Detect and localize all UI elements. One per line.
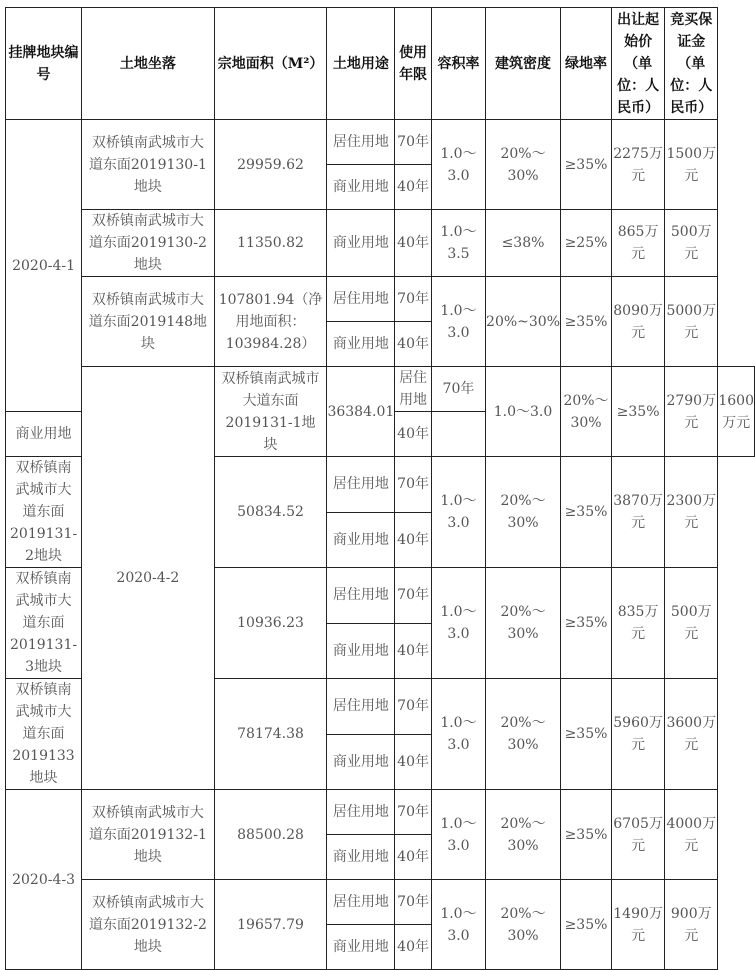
- use-cell: 居住用地: [327, 277, 395, 322]
- use-cell: 居住用地: [395, 367, 432, 412]
- group-code: 2020-4-3: [6, 790, 82, 970]
- price-cell: 8090万元: [612, 277, 665, 367]
- table-row: [6, 880, 755, 925]
- area-cell: 78174.38: [214, 679, 327, 790]
- header-use: 土地用途: [327, 8, 395, 120]
- use-cell: 商业用地: [327, 322, 395, 367]
- green-cell: ≥35%: [561, 790, 612, 880]
- use-cell: 商业用地: [327, 925, 395, 970]
- area-cell: 36384.01: [327, 367, 395, 457]
- deposit-cell: 3600万元: [665, 679, 718, 790]
- location-cell: 双桥镇南武城市大道东面2019131-2地块: [6, 457, 82, 568]
- location-cell: 双桥镇南武城市大道东面2019132-1地块: [82, 790, 215, 880]
- area-cell: 107801.94（净用地面积：103984.28）: [214, 277, 327, 367]
- use-cell: 商业用地: [327, 734, 395, 790]
- green-cell: ≥35%: [561, 457, 612, 568]
- location-cell: 双桥镇南武城市大道东面2019133地块: [6, 679, 82, 790]
- area-cell: 11350.82: [214, 210, 327, 277]
- header-deposit: 竞买保证金（单位：人民币）: [665, 8, 718, 120]
- price-cell: 2790万元: [665, 367, 718, 457]
- term-cell: 40年: [395, 512, 432, 568]
- deposit-cell: 500万元: [665, 210, 718, 277]
- header-green: 绿地率: [561, 8, 612, 120]
- term-cell: 40年: [395, 623, 432, 679]
- far-cell: 1.0～3.0: [486, 367, 561, 457]
- far-cell: 1.0～3.5: [431, 210, 485, 277]
- term-cell: 70年: [395, 790, 432, 835]
- table-row: [6, 120, 755, 165]
- deposit-cell: 1500万元: [665, 120, 718, 210]
- location-cell: 双桥镇南武城市大道东面2019148地块: [82, 277, 215, 367]
- term-cell: 40年: [395, 412, 432, 457]
- green-cell: ≥35%: [561, 120, 612, 210]
- term-cell: 40年: [395, 925, 432, 970]
- density-cell: 20%～30%: [486, 679, 561, 790]
- green-cell: ≥35%: [561, 679, 612, 790]
- use-cell: 商业用地: [327, 512, 395, 568]
- use-cell: 商业用地: [327, 165, 395, 210]
- green-cell: ≥35%: [561, 568, 612, 679]
- use-cell: 居住用地: [327, 790, 395, 835]
- price-cell: 3870万元: [612, 457, 665, 568]
- price-cell: 835万元: [612, 568, 665, 679]
- group-code: 2020-4-2: [82, 367, 215, 790]
- area-cell: 50834.52: [214, 457, 327, 568]
- green-cell: ≥35%: [561, 277, 612, 367]
- use-cell: 居住用地: [327, 880, 395, 925]
- term-cell: 70年: [395, 120, 432, 165]
- price-cell: 6705万元: [612, 790, 665, 880]
- use-cell: 商业用地: [327, 210, 395, 277]
- header-area: 宗地面积（M²）: [214, 8, 327, 120]
- density-cell: 20%～30%: [486, 568, 561, 679]
- group-code: 2020-4-1: [6, 120, 82, 412]
- use-cell: 居住用地: [327, 568, 395, 624]
- term-cell: 70年: [395, 880, 432, 925]
- use-cell: 商业用地: [327, 835, 395, 880]
- deposit-cell: 5000万元: [665, 277, 718, 367]
- header-start-price: 出让起始价（单位：人民币）: [612, 8, 665, 120]
- term-cell: 70年: [395, 568, 432, 624]
- area-cell: 29959.62: [214, 120, 327, 210]
- far-cell: 1.0～3.0: [431, 568, 485, 679]
- use-cell: 居住用地: [327, 120, 395, 165]
- term-cell: 40年: [395, 165, 432, 210]
- density-cell: 20%～30%: [486, 120, 561, 210]
- location-cell: 双桥镇南武城市大道东面2019130-2地块: [82, 210, 215, 277]
- term-cell: 40年: [395, 322, 432, 367]
- far-cell: 1.0～3.0: [431, 790, 485, 880]
- green-cell: ≥35%: [561, 880, 612, 970]
- deposit-cell: 500万元: [665, 568, 718, 679]
- term-cell: 40年: [395, 210, 432, 277]
- land-auction-table: [5, 7, 755, 970]
- use-cell: 居住用地: [327, 457, 395, 513]
- term-cell: 40年: [395, 734, 432, 790]
- term-cell: 70年: [431, 367, 485, 412]
- deposit-cell: 4000万元: [665, 790, 718, 880]
- header-density: 建筑密度: [486, 8, 561, 120]
- location-cell: 双桥镇南武城市大道东面2019131-1地块: [214, 367, 327, 457]
- deposit-cell: 1600万元: [718, 367, 755, 457]
- term-cell: 70年: [395, 679, 432, 735]
- location-cell: 双桥镇南武城市大道东面2019131-3地块: [6, 568, 82, 679]
- use-cell: 居住用地: [327, 679, 395, 735]
- far-cell: 1.0～3.0: [431, 277, 485, 367]
- density-cell: ≤38%: [486, 210, 561, 277]
- area-cell: 10936.23: [214, 568, 327, 679]
- table-row: [6, 277, 755, 322]
- far-cell: 1.0～3.0: [431, 880, 485, 970]
- price-cell: 5960万元: [612, 679, 665, 790]
- use-cell: 商业用地: [6, 412, 82, 457]
- term-cell: 70年: [395, 457, 432, 513]
- green-cell: ≥35%: [612, 367, 665, 457]
- far-cell: 1.0～3.0: [431, 679, 485, 790]
- density-cell: 20%~30%: [486, 277, 561, 367]
- price-cell: 1490万元: [612, 880, 665, 970]
- far-cell: 1.0～3.0: [431, 457, 485, 568]
- header-location: 土地坐落: [82, 8, 215, 120]
- area-cell: 88500.28: [214, 790, 327, 880]
- use-cell: 商业用地: [327, 623, 395, 679]
- location-cell: 双桥镇南武城市大道东面2019132-2地块: [82, 880, 215, 970]
- density-cell: 20%～30%: [486, 790, 561, 880]
- far-cell: 1.0～3.0: [431, 120, 485, 210]
- density-cell: 20%～30%: [486, 880, 561, 970]
- table-row: [6, 210, 755, 277]
- area-cell: 19657.79: [214, 880, 327, 970]
- table-row: [6, 790, 755, 835]
- location-cell: 双桥镇南武城市大道东面2019130-1地块: [82, 120, 215, 210]
- header-code: 挂牌地块编号: [6, 8, 82, 120]
- price-cell: 2275万元: [612, 120, 665, 210]
- deposit-cell: 900万元: [665, 880, 718, 970]
- header-term: 使用年限: [395, 8, 432, 120]
- header-far: 容积率: [431, 8, 485, 120]
- density-cell: 20%～30%: [561, 367, 612, 457]
- term-cell: 70年: [395, 277, 432, 322]
- green-cell: ≥25%: [561, 210, 612, 277]
- table-row: [6, 367, 755, 412]
- deposit-cell: 2300万元: [665, 457, 718, 568]
- density-cell: 20%～30%: [486, 457, 561, 568]
- header-row: [6, 8, 755, 120]
- price-cell: 865万元: [612, 210, 665, 277]
- term-cell: 40年: [395, 835, 432, 880]
